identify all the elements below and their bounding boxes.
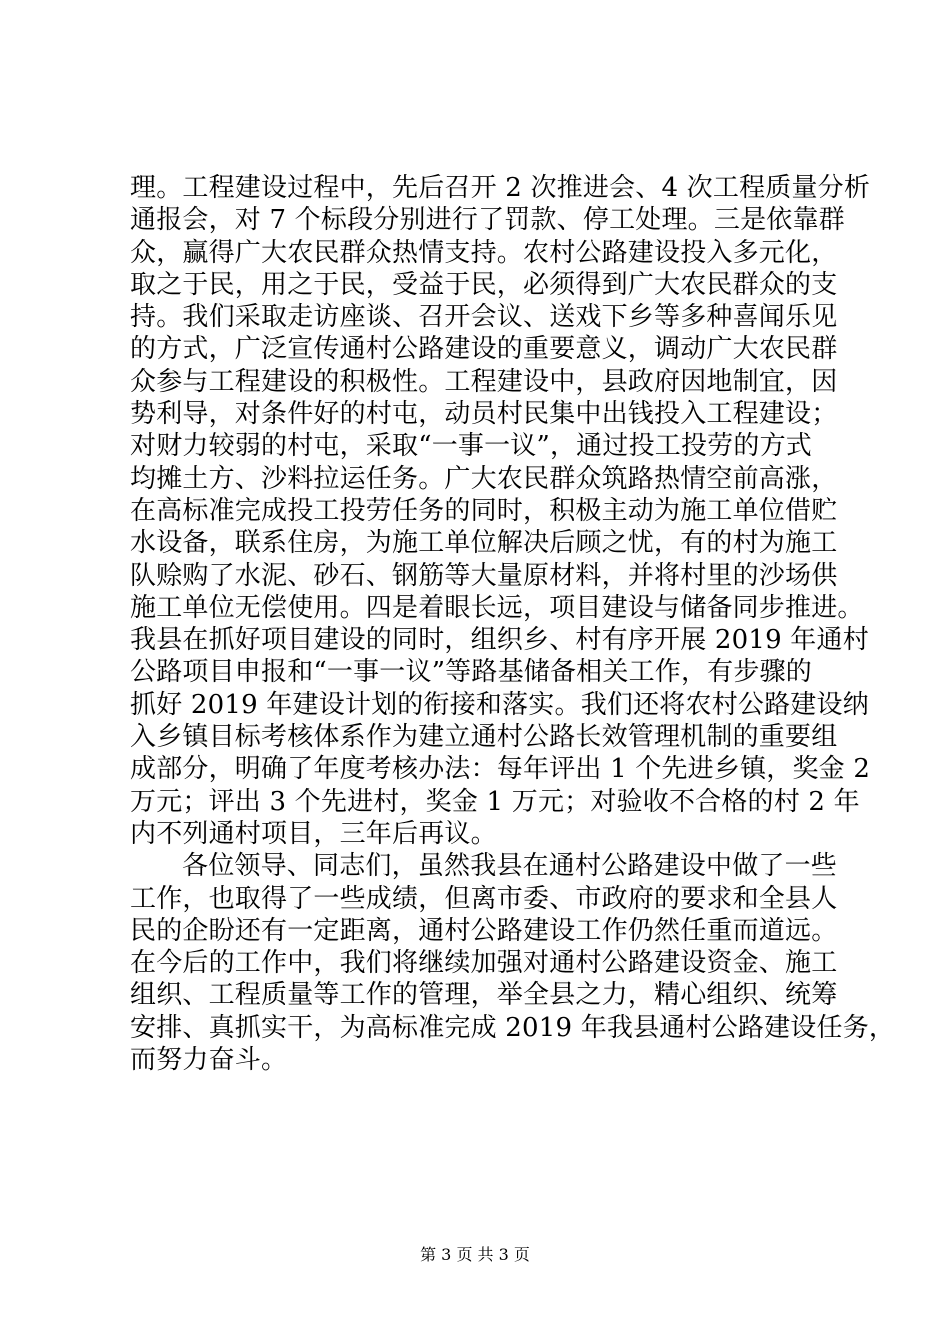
body-text — [130, 172, 896, 1076]
text-line: 施工单位无偿使用。四是着眼长远，项目建设与储备同步推进。 — [130, 592, 864, 623]
text-line: 工作，也取得了一些成绩，但离市委、市政府的要求和全县人 — [130, 883, 838, 914]
text-line: 民的企盼还有一定距离，通村公路建设工作仍然任重而道远。 — [130, 915, 838, 946]
text-line: 通报会，对 7 个标段分别进行了罚款、停工处理。三是依靠群 — [130, 205, 845, 236]
text-line: 对财力较弱的村屯，采取“一事一议”，通过投工投劳的方式 — [130, 431, 812, 462]
text-line: 取之于民，用之于民，受益于民，必须得到广大农民群众的支 — [130, 269, 838, 300]
text-line: 在高标准完成投工投劳任务的同时，积极主动为施工单位借贮 — [130, 495, 838, 526]
text-line: 众参与工程建设的积极性。工程建设中，县政府因地制宜，因 — [130, 366, 838, 397]
text-line: 而努力奋斗。 — [130, 1045, 288, 1076]
text-line: 万元；评出 3 个先进村，奖金 1 万元；对验收不合格的村 2 年 — [130, 786, 860, 817]
text-line: 队赊购了水泥、砂石、钢筋等大量原材料，并将村里的沙场供 — [130, 560, 838, 591]
text-line: 组织、工程质量等工作的管理，举全县之力，精心组织、统筹 — [130, 980, 838, 1011]
text-line: 公路项目申报和“一事一议”等路基储备相关工作，有步骤的 — [130, 657, 812, 688]
text-line: 持。我们采取走访座谈、召开会议、送戏下乡等多种喜闻乐见 — [130, 302, 838, 333]
text-line: 内不列通村项目，三年后再议。 — [130, 818, 497, 849]
text-line: 在今后的工作中，我们将继续加强对通村公路建设资金、施工 — [130, 948, 838, 979]
text-line: 均摊土方、沙料拉运任务。广大农民群众筑路热情空前高涨， — [130, 463, 838, 494]
page-number: 第 3 页 共 3 页 — [420, 1245, 530, 1264]
text-line: 众，赢得广大农民群众热情支持。农村公路建设投入多元化， — [130, 237, 838, 268]
text-line: 的方式，广泛宣传通村公路建设的重要意义，调动广大农民群 — [130, 334, 838, 365]
text-line: 抓好 2019 年建设计划的衔接和落实。我们还将农村公路建设纳 — [130, 689, 869, 720]
text-line: 势利导，对条件好的村屯，动员村民集中出钱投入工程建设； — [130, 399, 838, 430]
paragraph-start-line: 各位领导、同志们，虽然我县在通村公路建设中做了一些 — [182, 851, 838, 882]
text-line: 入乡镇目标考核体系作为建立通村公路长效管理机制的重要组 — [130, 722, 838, 753]
text-line: 水设备，联系住房，为施工单位解决后顾之忧，有的村为施工 — [130, 528, 838, 559]
text-line: 我县在抓好项目建设的同时，组织乡、村有序开展 2019 年通村 — [130, 625, 869, 656]
text-line: 成部分，明确了年度考核办法：每年评出 1 个先进乡镇，奖金 2 — [130, 754, 871, 785]
page-footer — [0, 1245, 950, 1265]
text-line: 安排、真抓实干，为高标准完成 2019 年我县通村公路建设任务， — [130, 1012, 896, 1043]
text-line: 理。工程建设过程中，先后召开 2 次推进会、4 次工程质量分析 — [130, 173, 871, 203]
